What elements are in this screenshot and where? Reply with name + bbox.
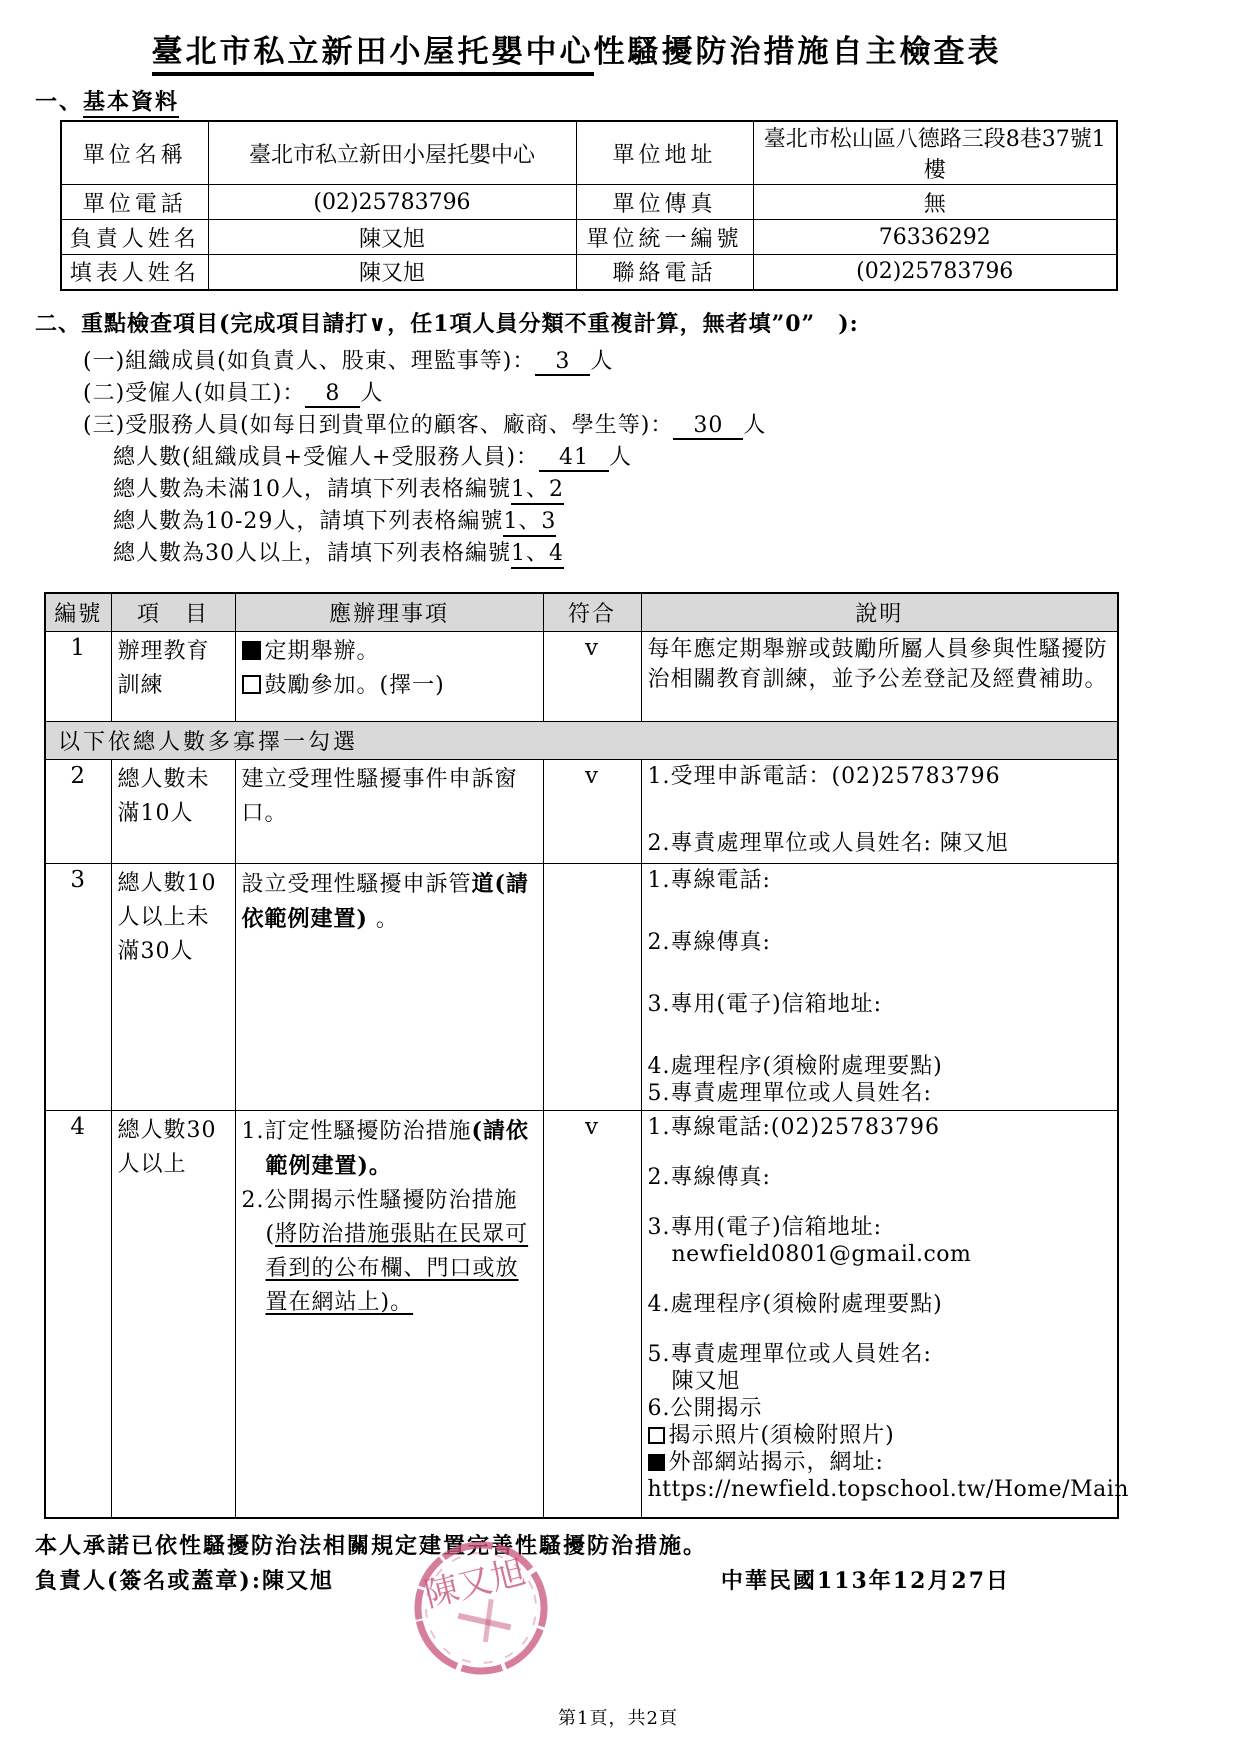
table-row [45,631,1118,721]
title-form-name: 性騷擾防治措施自主檢查表 [593,34,1002,70]
section2-heading: 二、重點檢查項目(完成項目請打∨，任1項人員分類不重複計算，無者填”0” ): [35,310,859,337]
item-text: 總人數(組織成員+受僱人+受服務人員)： [113,444,540,470]
desc-cell [641,1110,1129,1518]
email-text: newfield0801@gmail.com [671,1241,972,1267]
todo-text-bold: (請依範例建置)。 [265,1117,529,1179]
table-row [61,121,1117,185]
item-cell: 總人數30人以上 [111,1110,235,1518]
desc-option-label: 揭示照片(須檢附照片) [668,1422,895,1448]
header-cell: 說明 [641,593,1118,632]
page-title [35,26,1118,71]
todo-cell [235,631,543,721]
match-cell [543,863,641,1110]
info-label: 單位統一編號 [576,220,753,255]
item-value: 3 [535,350,590,376]
todo-text: 1.訂定性騷擾防治措施 [241,1118,472,1144]
basic-info-table [60,120,1118,291]
item-suffix: 人 [590,348,614,374]
section1-number: 一、 [35,89,84,115]
list-item [35,442,1118,474]
todo-option-label: 鼓勵參加。(擇一) [264,672,445,698]
item-text: 總人數為30人以上，請填下列表格編號 [113,540,511,566]
item-value: 30 [673,414,743,440]
checkbox-unchecked-icon [648,1427,665,1444]
seal-characters: 陳又旭 [420,1551,530,1616]
desc-line: 3.專用(電子)信箱地址: [647,991,883,1017]
todo-text-bold: 道(請依範例建置) [241,870,529,932]
table-row [61,255,1117,290]
info-value: 陳又旭 [208,255,576,290]
info-label: 單位電話 [61,185,208,220]
item-cell: 總人數未滿10人 [111,759,235,863]
todo-option [242,669,537,703]
table-row [45,1110,1118,1518]
info-label: 單位傳真 [576,185,753,220]
item-text: (二)受僱人(如員工)： [83,380,306,406]
desc-line: 5.專責處理單位或人員姓名: [647,1080,932,1106]
todo-item [242,1184,537,1320]
item-value: 8 [305,382,360,408]
todo-option-label: 定期舉辦。 [264,638,380,664]
desc-line: 1.專線電話: [647,867,771,893]
item-value: 1、2 [511,477,564,505]
desc-cell: 每年應定期舉辦或鼓勵所屬人員參與性騷擾防治相關教育訓練，並予公差登記及經費補助。 [641,631,1118,721]
desc-line: 1.受理申訴電話：(02)25783796 [647,763,1001,789]
page-number: 第1頁，共2頁 [558,1708,678,1729]
item-text: 總人數為10-29人，請填下列表格編號 [113,508,504,534]
desc-line: 4.處理程序(須檢附處理要點) [647,1291,943,1317]
desc-option [648,1449,1112,1476]
section2-list [35,346,1118,570]
header-cell: 應辦理事項 [235,593,543,632]
table-row [61,185,1117,220]
header-cell: 符合 [543,593,641,632]
list-item [35,538,1118,570]
item-text: (一)組織成員(如負責人、股東、理監事等)： [83,348,536,374]
desc-line: 2.專線傳真: [647,1164,771,1190]
item-cell: 辦理教育訓練 [111,631,235,721]
title-org-name: 臺北市私立新田小屋托嬰中心 [152,34,594,76]
info-label: 填表人姓名 [61,255,208,290]
list-item [35,474,1118,506]
signer-name: 陳又旭 [261,1568,334,1594]
item-text: 總人數為未滿10人，請填下列表格編號 [113,476,511,502]
match-cell: v [543,759,641,863]
info-label: 聯絡電話 [576,255,753,290]
item-suffix: 人 [360,380,384,406]
row-number: 4 [45,1110,111,1518]
desc-line: 4.處理程序(須檢附處理要點) [647,1053,943,1079]
desc-line: 2.專責處理單位或人員姓名: 陳又旭 [647,830,1009,856]
signer-line [35,1564,334,1595]
list-item [35,506,1118,538]
info-value: (02)25783796 [208,185,576,220]
todo-text: )。 [380,1289,414,1315]
desc-line: 5.專責處理單位或人員姓名: [647,1341,932,1367]
date-text: 中華民國113年12月27日 [720,1568,1010,1594]
info-value: 臺北市私立新田小屋托嬰中心 [208,121,576,185]
info-value: (02)25783796 [753,255,1117,290]
item-value: 1、4 [511,541,564,569]
checkbox-checked-icon [648,1454,665,1471]
table-row [45,863,1118,1110]
row-number: 3 [45,863,111,1110]
desc-cell [641,863,1118,1110]
item-text: (三)受服務人員(如每日到貴單位的顧客、廠商、學生等)： [83,412,674,438]
info-label: 負責人姓名 [61,220,208,255]
table-header-row [45,593,1118,632]
list-item [35,346,1118,378]
todo-cell [235,863,543,1110]
match-cell: v [543,1110,641,1518]
desc-line: 3.專用(電子)信箱地址: [647,1214,883,1240]
list-item [35,378,1118,410]
desc-cell [641,759,1118,863]
list-item [35,410,1118,442]
header-cell: 項 目 [111,593,235,632]
signature-row [35,1564,1118,1595]
header-cell: 編號 [45,593,111,632]
todo-cell [235,1110,543,1518]
checkbox-unchecked-icon [242,675,261,694]
table-row [61,220,1117,255]
section1-title: 基本資料 [83,89,179,118]
item-suffix: 人 [609,444,633,470]
signer-label: 負責人(簽名或蓋章): [35,1568,262,1594]
section1-heading [35,85,1118,116]
band-text: 以下依總人數多寡擇一勾選 [45,721,1118,759]
todo-cell: 建立受理性騷擾事件申訴窗口。 [235,759,543,863]
item-value: 1、3 [503,509,556,537]
row-number: 2 [45,759,111,863]
seal-stamp [405,1532,557,1684]
desc-option-label: 外部網站揭示，網址: [668,1449,884,1475]
todo-text: 。 [367,906,399,932]
todo-text-underlined: 將防治措施張貼在民眾可看到的公布欄、門口或放置在網站上 [265,1221,529,1315]
table-row [45,759,1118,863]
desc-name: 陳又旭 [671,1368,741,1394]
checkbox-checked-icon [242,641,261,660]
item-suffix: 人 [743,412,767,438]
item-value: 41 [539,446,609,472]
info-label: 單位名稱 [61,121,208,185]
checklist-table [44,592,1129,1520]
desc-line: 6.公開揭示 [647,1395,763,1421]
desc-line: 2.專線傳真: [647,929,771,955]
desc-line: 1.專線電話:(02)25783796 [647,1114,941,1140]
match-cell: v [543,631,641,721]
info-value: 陳又旭 [208,220,576,255]
info-label: 單位地址 [576,121,753,185]
todo-text: 2.公開揭示性騷擾防治措施( [241,1187,518,1247]
item-cell: 總人數10人以上未滿30人 [111,863,235,1110]
todo-text: 設立受理性騷擾申訴管 [241,871,472,897]
desc-option [648,1422,1112,1449]
info-value: 臺北市松山區八德路三段8巷37號1樓 [753,121,1117,185]
info-value: 無 [753,185,1117,220]
row-number: 1 [45,631,111,721]
todo-item [242,1114,537,1184]
promise-text: 本人承諾已依性騷擾防治法相關規定建置完善性騷擾防治措施。 [35,1533,708,1559]
url-text: https://newfield.topschool.tw/Home/Main [647,1476,1129,1502]
todo-option [242,635,537,669]
info-value: 76336292 [753,220,1117,255]
table-band-row [45,721,1118,759]
